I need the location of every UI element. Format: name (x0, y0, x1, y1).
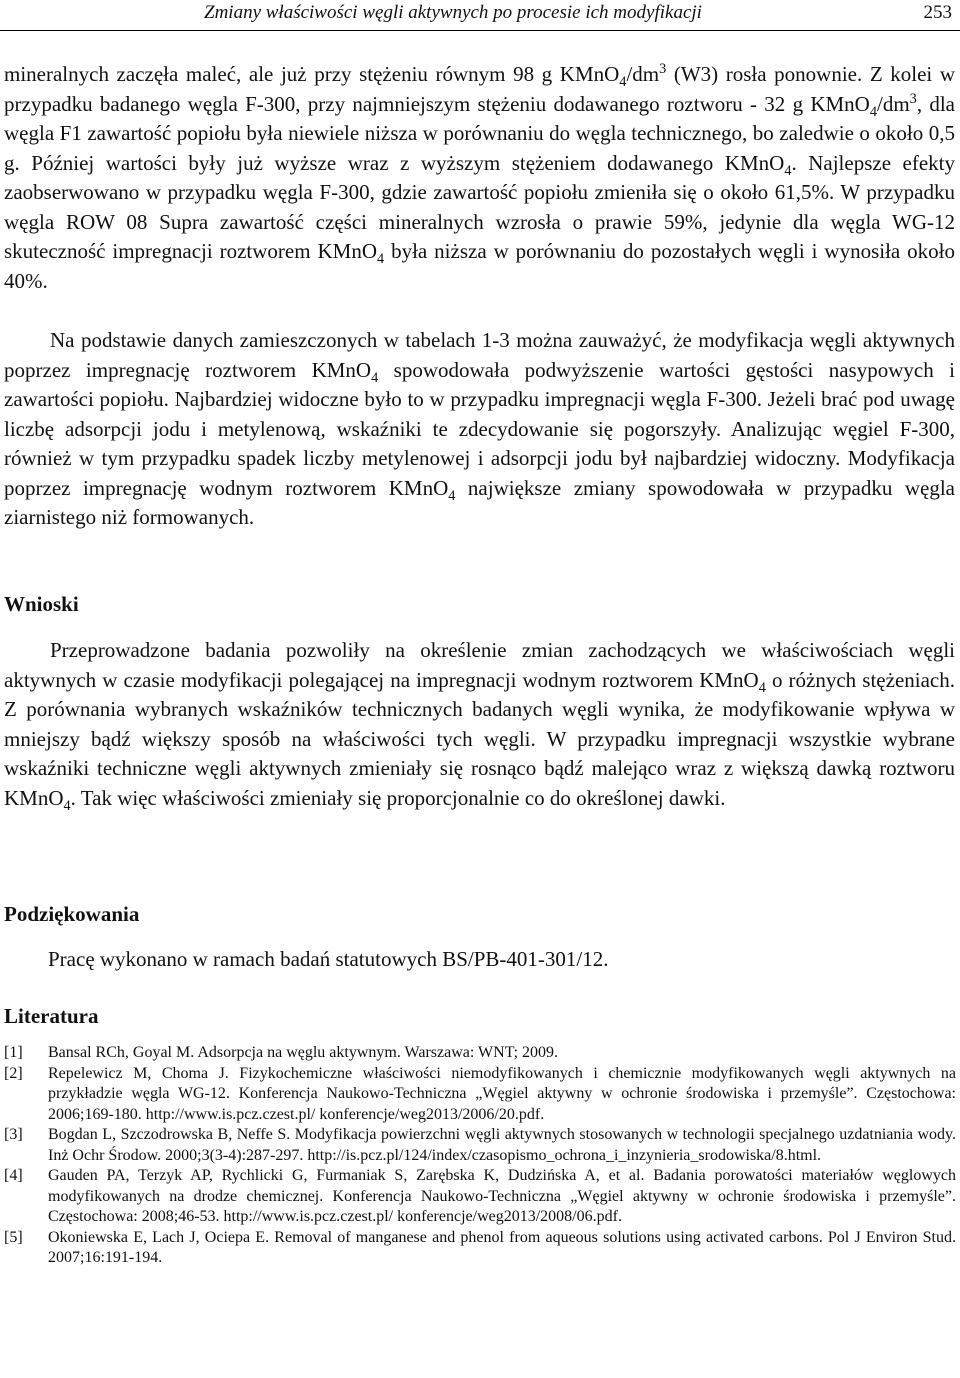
reference-text: Bogdan L, Szczodrowska B, Neffe S. Modyfikacja powierzchni węgli aktywnych stosowanych w technologii specjalnego uzdatniania wody. Inż Ochr Środow. 2000;3(3-4):287-297. http://is.pcz.pl/124/index/czasopismo_ochrona_i_inzynieria_srodowiska/8.html. (48, 1126, 956, 1164)
reference-item (0, 1125, 956, 1166)
reference-number: [1] (4, 1044, 23, 1061)
reference-number: [5] (4, 1228, 23, 1246)
reference-number: [3] (4, 1126, 23, 1143)
reference-number: [4] (4, 1167, 23, 1184)
reference-text: Bansal RCh, Goyal M. Adsorpcja na węglu aktywnym. Warszawa: WNT; 2009. (48, 1044, 559, 1061)
acknowledgements-heading: Podziękowania (4, 902, 140, 926)
conclusions-paragraph: Przeprowadzone badania pozwoliły na określenie zmian zachodzących we właściwościach węgli aktywnych w czasie modyfikacji polegającej na impregnacji wodnym roztworem KMnO$_4$ o różnych stężeniach. Z porównania wybranych wskaźników technicznych badanych węgli wynika, że modyfikowanie wpływa w mniejszy bądź większy sposób na właściwości tych węgli. W przypadku impregnacji wszystkie wybrane wskaźniki techniczne węgli aktywnych zmieniały się rosnąco bądź malejąco wraz z większą dawką roztworu KMnO$_4$. Tak więc właściwości zmieniały się proporcjonalnie co do określonej dawki. (4, 638, 955, 814)
page-number: 253 (923, 2, 952, 23)
running-header (0, 0, 960, 31)
reference-item (0, 1228, 956, 1269)
body-paragraph-2: Na podstawie danych zamieszczonych w tabelach 1-3 można zauważyć, że modyfikacja węgli aktywnych poprzez impregnację roztworem KMnO$_4$ spowodowała podwyższenie wartości gęstości nasypowych i zawartości popiołu. Najbardziej widoczne było to w przypadku impregnacji węgla F-300. Jeżeli brać pod uwagę liczbę adsorpcji jodu i metylenową, wskaźniki te zdecydowanie się pogorszyły. Analizując węgiel F-300, również w tym przypadku spadek liczby metylenowej i adsorpcji jodu był najbardziej widoczny. Modyfikacja poprzez impregnację wodnym roztworem KMnO$_4$ największe zmiany spowodowała w przypadku węgla ziarnistego niż formowanych. (4, 328, 956, 529)
acknowledgements-text: Pracę wykonano w ramach badań statutowych BS/PB-401-301/12. (48, 947, 609, 971)
reference-text: Okoniewska E, Lach J, Ociepa E. Removal of manganese and phenol from aqueous solutions using activated carbons. Pol J Environ Stud. 2007;16:191-194. (48, 1228, 956, 1266)
running-title: Zmiany właściwości węgli aktywnych po procesie ich modyfikacji (204, 2, 702, 23)
reference-item (0, 1043, 956, 1064)
reference-number: [2] (4, 1064, 23, 1082)
reference-text: Gauden PA, Terzyk AP, Rychlicki G, Furmaniak S, Zarębska K, Dudzińska A, et al. Badania porowatości materiałów węglowych modyfikowanych na drodze chemicznej. Konferencja Naukowo-Techniczna „Węgiel aktywny w ochronie środowiska i przemyśle”. Częstochowa: 2008;46-53. http://www.is.pcz.czest.pl/ konferencje/weg2013/2008/06.pdf. (48, 1167, 956, 1225)
reference-item (0, 1064, 956, 1126)
reference-item (0, 1166, 956, 1228)
reference-list (0, 1043, 956, 1269)
reference-text: Repelewicz M, Choma J. Fizykochemiczne właściwości niemodyfikowanych i chemicznie modyfikowanych węgli aktywnych na przykładzie węgla WG-12. Konferencja Naukowo-Techniczna „Węgiel aktywny w ochronie środowiska i przemyśle”. Częstochowa: 2006;169-180. http://www.is.pcz.czest.pl/ konferencje/weg2013/2006/20.pdf. (48, 1064, 956, 1123)
literature-heading: Literatura (4, 1004, 99, 1028)
body-paragraph-1: mineralnych zaczęła maleć, ale już przy stężeniu równym 98 g $KMnO_4/dm^3$ (W3) rosła ponownie. Z kolei w przypadku badanego węgla F-300, przy najmniejszym stężeniu dodawanego roztworu - 32 g $KMnO_4/dm^3$, dla węgla F1 zawartość popiołu była niewiele niższa w porównaniu do węgla technicznego, bo zaledwie o około 0,5 g. Później wartości były już wyższe wraz z wyższym stężeniem dodawanego KMnO$_4$. Najlepsze efekty zaobserwowano w przypadku węgla F-300, gdzie zawartość popiołu zmieniła się o około 61,5%. W przypadku węgla ROW 08 Supra zawartość części mineralnych wzrosła o prawie 59%, jedynie dla węgla WG-12 skuteczność impregnacji roztworem KMnO$_4$ była niższa w porównaniu do pozostałych węgli i wynosiła około 40%. (4, 61, 955, 293)
conclusions-heading: Wnioski (4, 592, 79, 616)
